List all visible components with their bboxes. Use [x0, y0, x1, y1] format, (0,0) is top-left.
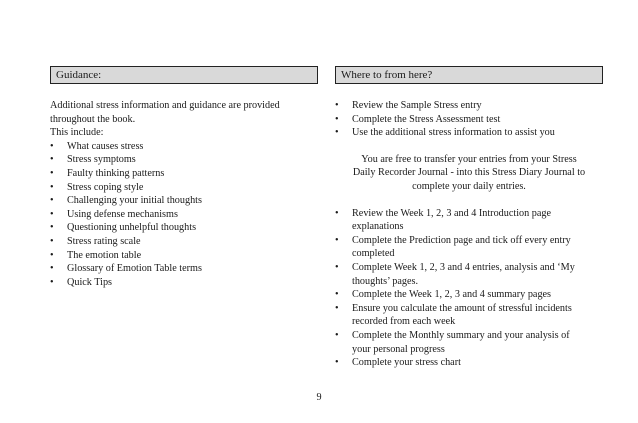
list-item: [335, 261, 603, 288]
page-number: 9: [316, 392, 322, 403]
item-line: completed: [352, 248, 395, 260]
guidance-column: [50, 66, 318, 289]
tasks-list: [335, 207, 603, 370]
next-steps-list: [335, 99, 603, 140]
transfer-note: [335, 153, 603, 194]
list-item: [335, 234, 603, 261]
item-line: Complete the Week 1, 2, 3 and 4 summary pages: [352, 289, 552, 301]
list-item: • Stress coping style: [50, 181, 318, 195]
guidance-intro: [50, 99, 318, 140]
item-line: your personal progress: [352, 343, 445, 355]
guidance-list: [50, 140, 318, 290]
list-item: [335, 329, 603, 356]
item-line: explanations: [352, 221, 404, 233]
item-line: Ensure you calculate the amount of stressful incidents: [352, 302, 572, 314]
list-item: • Faulty thinking patterns: [50, 167, 318, 181]
item-line: Review the Week 1, 2, 3 and 4 Introduction page: [352, 207, 552, 219]
list-item: [335, 356, 603, 370]
list-item: • The emotion table: [50, 249, 318, 263]
list-item: [335, 207, 603, 234]
item-line: Complete the Prediction page and tick off every entry: [352, 234, 571, 246]
note-line: You are free to transfer your entries from your Stress: [361, 153, 577, 165]
list-item: • Use the additional stress information to assist you: [335, 126, 603, 140]
where-to-column: [335, 66, 603, 370]
intro-line: This include:: [50, 127, 104, 139]
item-line: Complete your stress chart: [352, 357, 461, 369]
list-item: • Quick Tips: [50, 276, 318, 290]
list-item: • Stress rating scale: [50, 235, 318, 249]
where-to-heading: Where to from here?: [335, 66, 603, 84]
guidance-heading: Guidance:: [50, 66, 318, 84]
list-item: • Review the Sample Stress entry: [335, 99, 603, 113]
item-line: recorded from each week: [352, 316, 456, 328]
intro-line: throughout the book.: [50, 113, 136, 125]
intro-line: Additional stress information and guidance are provided: [50, 100, 280, 111]
list-item: [335, 288, 603, 302]
list-item: [335, 302, 603, 329]
list-item: • Challenging your initial thoughts: [50, 194, 318, 208]
list-item: • Glossary of Emotion Table terms: [50, 262, 318, 276]
list-item: • What causes stress: [50, 140, 318, 154]
list-item: • Using defense mechanisms: [50, 208, 318, 222]
item-line: Complete the Monthly summary and your analysis of: [352, 329, 570, 341]
note-line: complete your daily entries.: [412, 180, 526, 192]
list-item: • Questioning unhelpful thoughts: [50, 221, 318, 235]
list-item: • Complete the Stress Assessment test: [335, 113, 603, 127]
note-line: Daily Recorder Journal - into this Stress Diary Journal to: [352, 167, 586, 179]
list-item: • Stress symptoms: [50, 153, 318, 167]
item-line: Complete Week 1, 2, 3 and 4 entries, analysis and ‘My: [352, 261, 575, 273]
item-line: thoughts’ pages.: [352, 275, 419, 287]
